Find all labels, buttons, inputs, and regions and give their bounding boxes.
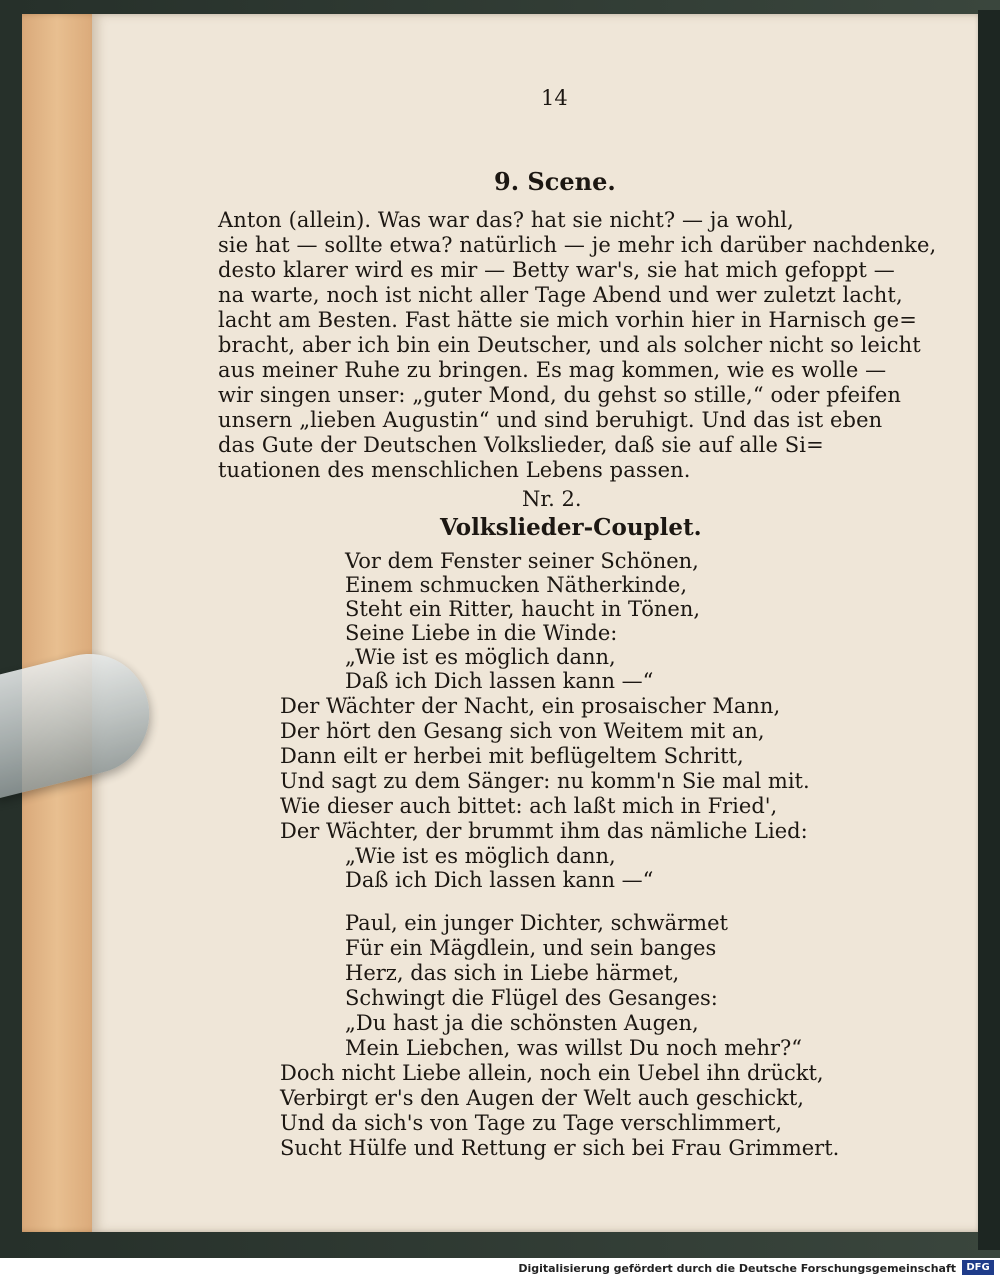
book-page-edge xyxy=(22,14,100,1232)
song-number: Nr. 2. xyxy=(522,487,582,511)
verse-line: Steht ein Ritter, haucht in Tönen, xyxy=(345,597,701,621)
verse-line: Und da sich's von Tage zu Tage verschlimmert, xyxy=(280,1111,783,1135)
scene-heading: 9. Scene. xyxy=(494,167,616,196)
verse-line: „Wie ist es möglich dann, xyxy=(345,844,616,868)
verse-line: Mein Liebchen, was willst Du noch mehr?“ xyxy=(345,1036,802,1060)
prose-line: lacht am Besten. Fast hätte sie mich vorhin hier in Harnisch ge= xyxy=(218,308,917,332)
footer-credit: Digitalisierung gefördert durch die Deutsche Forschungsgemeinschaft xyxy=(518,1262,956,1275)
verse-line: Doch nicht Liebe allein, noch ein Uebel ihn drückt, xyxy=(280,1061,824,1085)
verse-line: Dann eilt er herbei mit beflügeltem Schritt, xyxy=(280,744,744,768)
prose-line: na warte, noch ist nicht aller Tage Abend und wer zuletzt lacht, xyxy=(218,283,903,307)
verse-line: Sucht Hülfe und Rettung er sich bei Frau Grimmert. xyxy=(280,1136,840,1160)
verse-line: Der Wächter, der brummt ihm das nämliche Lied: xyxy=(280,819,808,843)
verse-line: Daß ich Dich lassen kann —“ xyxy=(345,669,654,693)
verse-line: Der Wächter der Nacht, ein prosaischer Mann, xyxy=(280,694,781,718)
prose-line: unsern „lieben Augustin“ und sind beruhigt. Und das ist eben xyxy=(218,408,883,432)
prose-line: desto klarer wird es mir — Betty war's, sie hat mich gefoppt — xyxy=(218,258,895,282)
song-title: Volkslieder-Couplet. xyxy=(440,514,702,541)
verse-line: Daß ich Dich lassen kann —“ xyxy=(345,868,654,892)
verse-line: Einem schmucken Nätherkinde, xyxy=(345,573,688,597)
verse-line: Wie dieser auch bittet: ach laßt mich in Fried', xyxy=(280,794,778,818)
verse-line: Herz, das sich in Liebe härmet, xyxy=(345,961,680,985)
prose-line: das Gute der Deutschen Volkslieder, daß sie auf alle Si= xyxy=(218,433,824,457)
verse-line: Für ein Mägdlein, und sein banges xyxy=(345,936,717,960)
verse-line: Vor dem Fenster seiner Schönen, xyxy=(345,549,699,573)
prose-line: Anton (allein). Was war das? hat sie nicht? — ja wohl, xyxy=(218,208,794,232)
verse-line: Verbirgt er's den Augen der Welt auch geschickt, xyxy=(280,1086,804,1110)
verse-line: Und sagt zu dem Sänger: nu komm'n Sie mal mit. xyxy=(280,769,810,793)
verse-line: Paul, ein junger Dichter, schwärmet xyxy=(345,911,728,935)
prose-line: sie hat — sollte etwa? natürlich — je mehr ich darüber nachdenke, xyxy=(218,233,937,257)
verse-line: Der hört den Gesang sich von Weitem mit an, xyxy=(280,719,765,743)
verse-line: Schwingt die Flügel des Gesanges: xyxy=(345,986,718,1010)
verse-line: Seine Liebe in die Winde: xyxy=(345,621,618,645)
verse-line: „Du hast ja die schönsten Augen, xyxy=(345,1011,699,1035)
prose-line: bracht, aber ich bin ein Deutscher, und als solcher nicht so leicht xyxy=(218,333,921,357)
verse-line: „Wie ist es möglich dann, xyxy=(345,645,616,669)
scan-border-right xyxy=(978,10,1000,1250)
prose-line: tuationen des menschlichen Lebens passen. xyxy=(218,458,691,482)
prose-line: aus meiner Ruhe zu bringen. Es mag kommen, wie es wolle — xyxy=(218,358,887,382)
prose-line: wir singen unser: „guter Mond, du gehst so stille,“ oder pfeifen xyxy=(218,383,902,407)
dfg-logo: DFG xyxy=(962,1260,994,1275)
page-number: 14 xyxy=(541,86,568,110)
